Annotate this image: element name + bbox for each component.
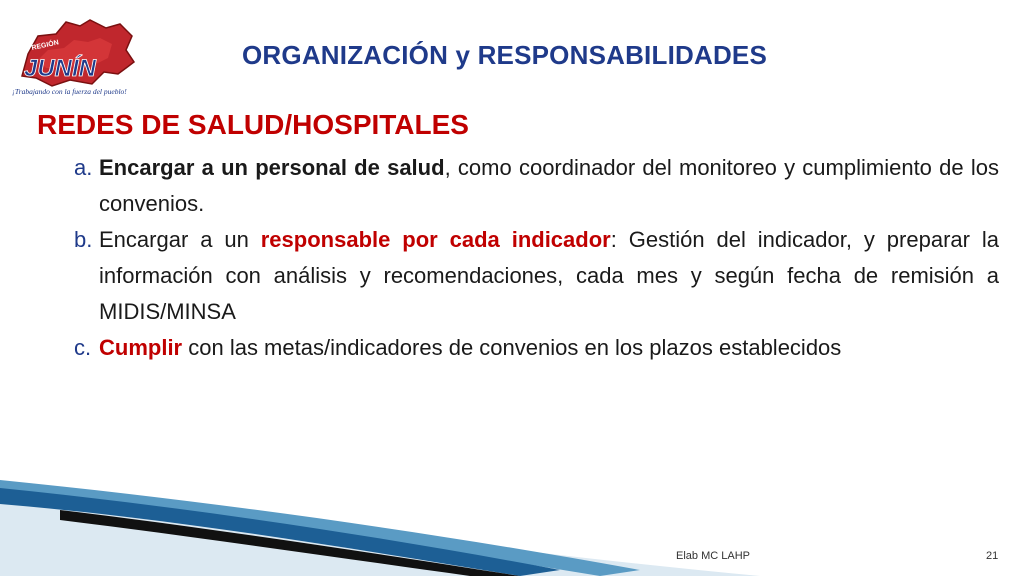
list-item — [74, 330, 999, 366]
page-number: 21 — [986, 550, 999, 562]
footer-author: Elab MC LAHP — [676, 550, 750, 562]
logo-tagline: ¡Trabajando con la fuerza del pueblo! — [12, 87, 127, 96]
list-item — [74, 222, 999, 330]
slide-title: ORGANIZACIÓN y RESPONSABILIDADES — [242, 40, 768, 70]
list-marker: a. — [74, 155, 93, 180]
item-emphasis: a un personal de salud — [194, 155, 445, 180]
list-marker: c. — [74, 335, 92, 360]
list-marker: b. — [74, 227, 93, 252]
logo-name: JUNÍN — [24, 55, 97, 82]
item-text: : Gestión del indicador, y preparar la información con análisis y recomendaciones, cada mes y según fecha de remisión a MIDIS/MINSA — [99, 227, 999, 324]
item-lead: Encargar a un — [99, 227, 261, 252]
item-emphasis: responsable por cada indicador — [260, 227, 611, 252]
responsibility-list — [74, 150, 999, 366]
item-text: , como coordinador del monitoreo y cumplimiento de los convenios. — [99, 155, 999, 216]
list-item — [74, 150, 999, 222]
item-text: con las metas/indicadores de convenios en los plazos establecidos — [182, 335, 842, 360]
section-heading: REDES DE SALUD/HOSPITALES — [37, 109, 469, 140]
item-lead: Encargar — [99, 155, 195, 180]
item-emphasis: Cumplir — [99, 335, 183, 360]
decorative-swoosh — [0, 470, 1024, 576]
region-junin-logo — [8, 14, 140, 104]
logo-region-label: REGIÓN — [30, 39, 60, 52]
